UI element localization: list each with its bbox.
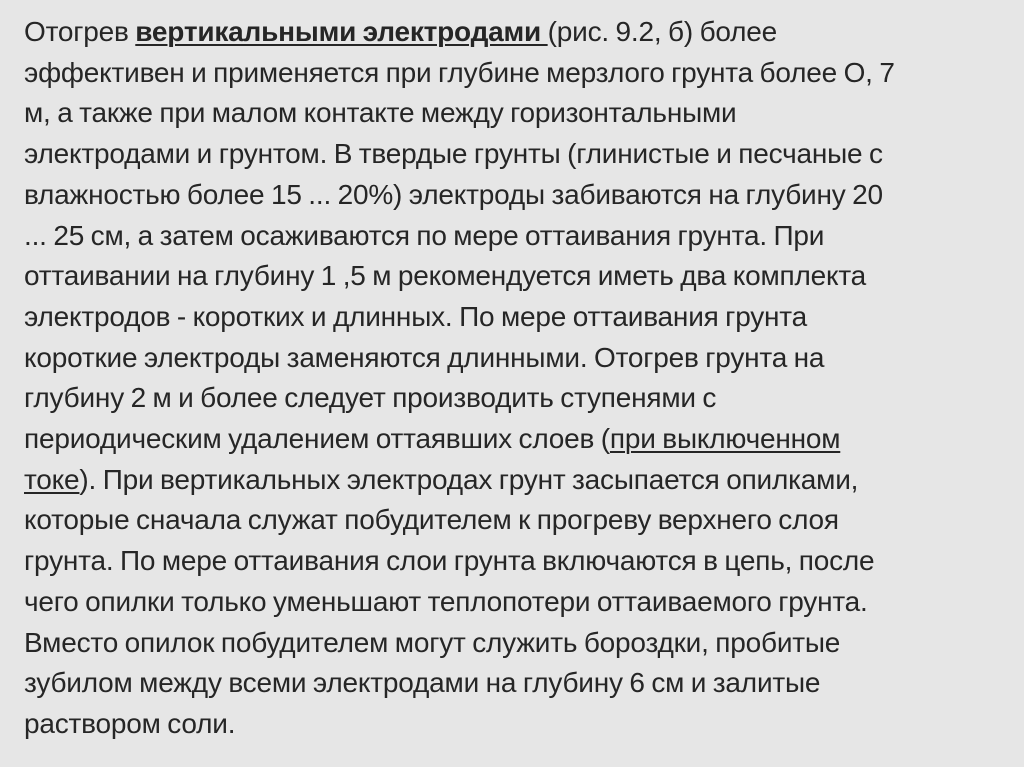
body-paragraph (24, 12, 1009, 745)
text-line (24, 460, 1009, 501)
text-line (24, 12, 1009, 53)
text-line: которые сначала служат побудителем к прогреву верхнего слоя (24, 504, 839, 536)
text-line (24, 419, 1009, 460)
text-line: глубину 2 м и более следует производить ступенями с (24, 382, 717, 414)
text-line: чего опилки только уменьшают теплопотери оттаиваемого грунта. (24, 585, 868, 617)
text-line: раствором соли. (24, 707, 236, 739)
text-line: электродов - коротких и длинных. По мере оттаивания грунта (24, 300, 807, 332)
text-line: электродами и грунтом. В твердые грунты (глинистые и песчаные с (24, 138, 883, 170)
underlined-note: при выключенном (609, 423, 841, 455)
text-run: (рис. 9.2, б) более (547, 16, 778, 47)
text-line: ... 25 см, а затем осаживаются по мере оттаивания грунта. При (24, 219, 825, 251)
text-line: эффективен и применяется при глубине мерзлого грунта более О, 7 (24, 56, 895, 88)
text-run: ). При вертикальных электродах грунт засыпается опилками, (79, 463, 859, 495)
text-line: м, а также при малом контакте между горизонтальными (24, 97, 737, 129)
text-line: оттаивании на глубину 1 ,5 м рекомендуется иметь два комплекта (24, 260, 867, 292)
text-run: Отогрев (24, 16, 136, 47)
text-line: Вместо опилок побудителем могут служить бороздки, пробитые (24, 626, 841, 658)
text-line: грунта. По мере оттаивания слои грунта включаются в цепь, после (24, 545, 875, 577)
text-line: влажностью более 15 ... 20%) электроды забиваются на глубину 20 (24, 178, 883, 210)
text-line: зубилом между всеми электродами на глубину 6 см и залитые (24, 667, 821, 699)
text-run: периодическим удалением оттаявших слоев ( (24, 423, 610, 455)
text-line: короткие электроды заменяются длинными. Отогрев грунта на (24, 341, 825, 373)
underlined-note: токе (24, 463, 80, 495)
emphasized-term: вертикальными электродами (135, 16, 548, 47)
